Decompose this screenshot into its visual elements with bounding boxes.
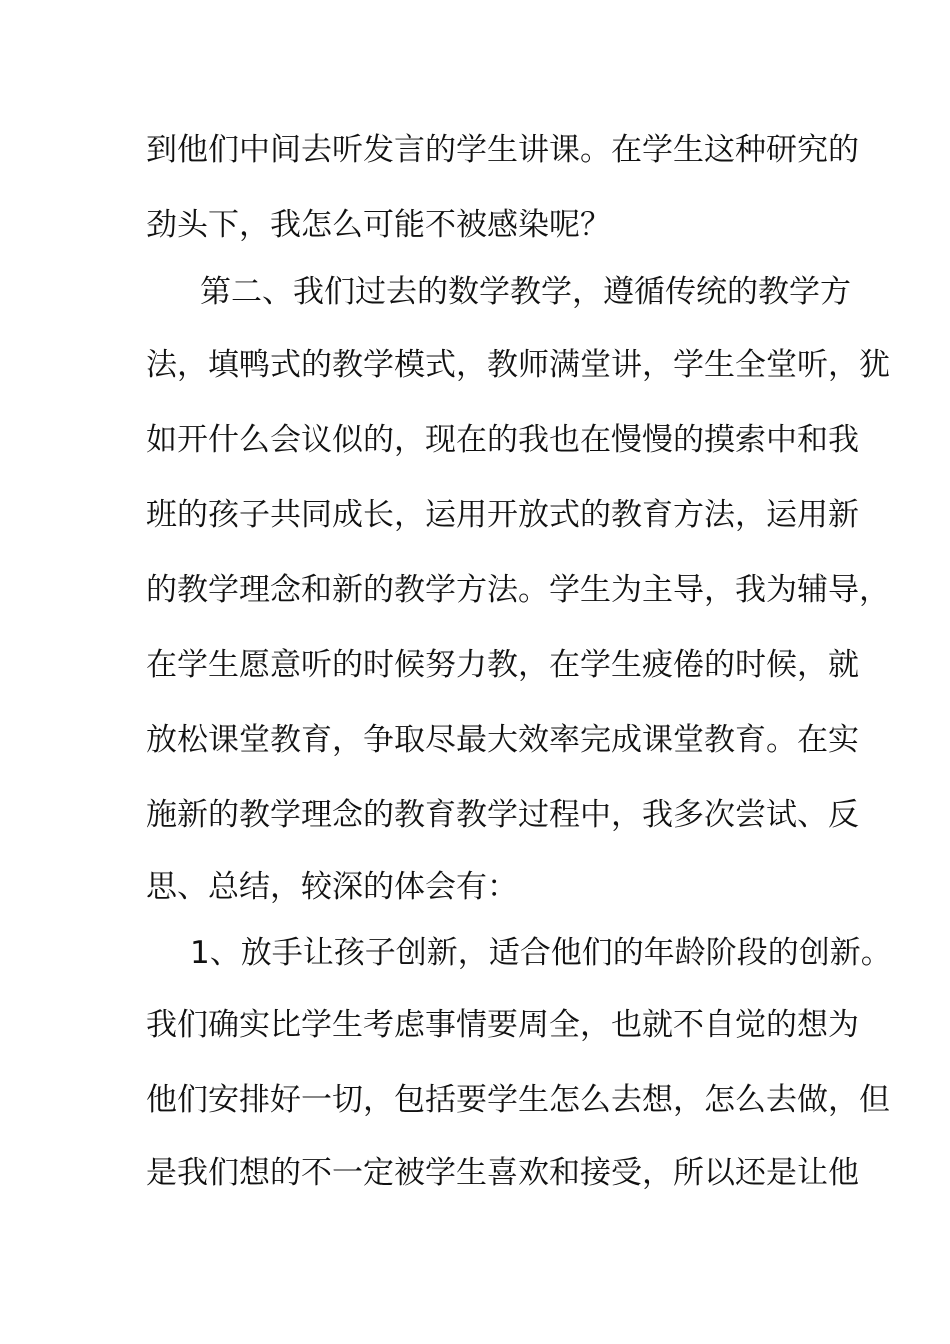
paragraph-line: 劲头下，我怎么可能不被感染呢？ — [146, 207, 611, 243]
paragraph-line: 班的孩子共同成长，运用开放式的教育方法，运用新 — [146, 497, 859, 533]
paragraph-line: 施新的教学理念的教育教学过程中，我多次尝试、反 — [146, 797, 859, 833]
paragraph-line: 到他们中间去听发言的学生讲课。在学生这种研究的 — [146, 132, 859, 168]
paragraph-line: 法，填鸭式的教学模式，教师满堂讲，学生全堂听，犹 — [146, 347, 890, 383]
paragraph-line: 第二、我们过去的数学教学，遵循传统的教学方 — [200, 274, 851, 310]
paragraph-line: 他们安排好一切，包括要学生怎么去想，怎么去做，但 — [146, 1082, 890, 1118]
paragraph-line: 放松课堂教育，争取尽最大效率完成课堂教育。在实 — [146, 722, 859, 758]
paragraph-line: 在学生愿意听的时候努力教，在学生疲倦的时候，就 — [146, 647, 859, 683]
paragraph-line: 我们确实比学生考虑事情要周全，也就不自觉的想为 — [146, 1007, 859, 1043]
paragraph-line: 1、放手让孩子创新，适合他们的年龄阶段的创新。 — [190, 935, 892, 971]
paragraph-line: 是我们想的不一定被学生喜欢和接受，所以还是让他 — [146, 1155, 859, 1191]
paragraph-line: 如开什么会议似的，现在的我也在慢慢的摸索中和我 — [146, 422, 859, 458]
paragraph-line: 思、总结，较深的体会有： — [146, 869, 518, 905]
paragraph-line: 的教学理念和新的教学方法。学生为主导，我为辅导， — [146, 572, 890, 608]
